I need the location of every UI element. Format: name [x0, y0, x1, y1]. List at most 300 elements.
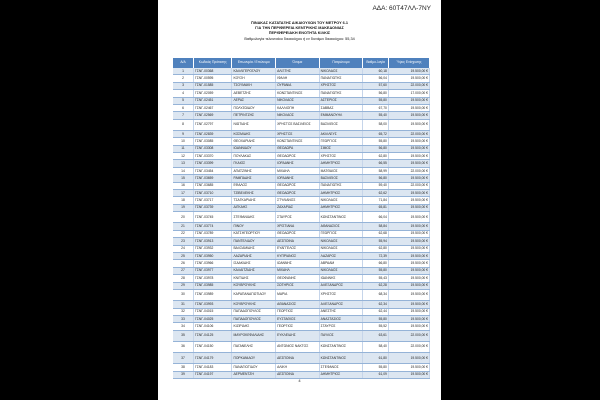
cell-aa: 39 [173, 371, 194, 378]
cell-father-name: ΣΙΜΟΣ [319, 145, 363, 152]
cell-surname: ΘΕΟΧΑΡΙΔΗΣ [232, 138, 276, 145]
cell-surname: ΙΩΑΝΝΙΔΟΥ [232, 145, 276, 152]
cell-name: ΚΑΛΛΙΟΠΗ [276, 104, 320, 111]
cell-score: 63,61 [363, 330, 389, 341]
table-row [173, 323, 430, 330]
cell-code: ΓΣΝΓ-03977 [194, 267, 232, 274]
cell-code: ΓΣΝΓ-03985 [194, 282, 232, 289]
beneficiaries-table [173, 58, 430, 379]
cell-code: ΓΣΝΓ-03978 [194, 275, 232, 282]
cell-father-name: ΔΗΜΗΤΡΙΟΣ [319, 371, 363, 378]
cell-code: ΓΣΝΓ-00368 [194, 68, 232, 75]
table-row [173, 315, 430, 322]
cell-score: 58,00 [363, 119, 389, 130]
cell-name: ΝΙΚΟΛΑΟΣ [276, 97, 320, 104]
cell-surname: ΓΚΑΙΟΣ [232, 160, 276, 167]
cell-name: ΣΤΑΥΡΟΣ [276, 212, 320, 223]
table-row [173, 230, 430, 237]
table-header-row [173, 58, 430, 68]
cell-surname: ΑΠΑΤΖΙΝΗΣ [232, 167, 276, 174]
cell-surname: ΒΑΛΣΑΜΙΔΗΣ [232, 245, 276, 252]
cell-score: 59,40 [363, 182, 389, 189]
cell-code: ΓΣΝΓ-03308 [194, 145, 232, 152]
cell-surname: ΛΑΖΑΡΙΔΗΣ [232, 252, 276, 259]
cell-name: ΜΑΡΙΑ [276, 289, 320, 300]
cell-aa: 21 [173, 223, 194, 230]
cell-amount: 19.500,00 € [388, 153, 429, 160]
cell-surname: ΠΑΠΑΔΟΠΟΥΛΟΣ [232, 315, 276, 322]
cell-name: ΔΕΣΠΟΙΝΑ [276, 371, 320, 378]
cell-aa: 19 [173, 204, 194, 211]
cell-code: ΓΣΝΓ-03774 [194, 223, 232, 230]
table-row [173, 182, 430, 189]
cell-score: 55,80 [363, 267, 389, 274]
cell-aa: 2 [173, 75, 194, 82]
cell-name: ΖΑΧΑΡΙΑΣ [276, 204, 320, 211]
cell-surname: ΔΕΡΜΕΝΤΖΗ [232, 371, 276, 378]
cell-amount: 19.500,00 € [388, 275, 429, 282]
cell-score: 66,80 [363, 260, 389, 267]
cell-father-name: ΝΙΚΟΛΑΟΣ [319, 267, 363, 274]
cell-score: 55,40 [363, 112, 389, 119]
cell-score: 55,80 [363, 97, 389, 104]
table-row [173, 282, 430, 289]
cell-amount: 19.500,00 € [388, 138, 429, 145]
cell-amount: 22.000,00 € [388, 330, 429, 341]
cell-name: ΚΩΝΣΤΑΝΤΙΝΟΣ [276, 138, 320, 145]
cell-surname: ΙΣΑΑΚΙΔΗΣ [232, 260, 276, 267]
cell-score: 56,80 [363, 175, 389, 182]
table-row [173, 160, 430, 167]
cell-father-name: ΣΤΕΦΑΝΟΣ [319, 364, 363, 371]
table-row [173, 119, 430, 130]
cell-name: ΧΡΙΣΤΙΑΝΑ [276, 223, 320, 230]
cell-amount: 19.500,00 € [388, 364, 429, 371]
cell-surname: ΤΣΑΓΚΑΡΙΔΗΣ [232, 197, 276, 204]
cell-score: 72,39 [363, 252, 389, 259]
cell-father-name: ΠΑΝΑΓΙΩΤΗΣ [319, 182, 363, 189]
cell-surname: ΠΑΓΑΝΕΛΗΣ [232, 341, 276, 352]
cell-surname: ΠΟΥΛΑΚΑΣ [232, 153, 276, 160]
cell-amount: 19.500,00 € [388, 68, 429, 75]
cell-amount: 19.500,00 € [388, 212, 429, 223]
cell-surname: ΤΖΙΒΕΛΕΚΗΣ [232, 190, 276, 197]
cell-surname: ΠΑΝΤΕΛΙΔΟΥ [232, 238, 276, 245]
cell-score: 66,55 [363, 160, 389, 167]
table-row [173, 289, 430, 300]
cell-aa: 8 [173, 119, 194, 130]
title-line: ΓΙΑ ΤΗΝ ΠΕΡΙΦΕΡΕΙΑ ΚΕΝΤΡΙΚΗΣ ΜΑΚΕΔΟΝΙΑΣ [255, 26, 344, 31]
cell-name: ΧΡΗΣΤΟΣ [276, 130, 320, 137]
cell-score: 62,44 [363, 308, 389, 315]
cell-amount: 19.500,00 € [388, 308, 429, 315]
cell-name: ΙΟΡΔΑΝΗΣ [276, 160, 320, 167]
score-threshold-subtitle: Βαθμολογία τελευταίου δικαιούχου ή εν δυνάμει δικαιούχου: 55,34 [244, 36, 355, 41]
cell-code: ΓΣΝΓ-02569 [194, 112, 232, 119]
cell-score: 55,43 [363, 275, 389, 282]
cell-father-name: ΑΝΑΣΤΑΣΙΟΣ [319, 315, 363, 322]
cell-surname: ΔΙΓΚΑΗΣ [232, 204, 276, 211]
cell-score: 61,09 [363, 371, 389, 378]
cell-code: ΓΣΝΓ-03659 [194, 175, 232, 182]
cell-aa: 14 [173, 167, 194, 174]
cell-surname: ΚΝΙΤΙΔΗΣ [232, 275, 276, 282]
cell-code: ΓΣΝΓ-03717 [194, 197, 232, 204]
cell-code: ΓΣΝΓ-04183 [194, 364, 232, 371]
cell-name: ΙΩΑΝΝΗΣ [276, 260, 320, 267]
cell-surname: ΠΟΡΚΑΝΙΔΟΥ [232, 353, 276, 364]
cell-score: 55,80 [363, 364, 389, 371]
cell-amount: 19.500,00 € [388, 289, 429, 300]
cell-name: ΑΝΤΩΝΙΟΣ ΝΑΚΤΟΣ [276, 341, 320, 352]
table-row [173, 308, 430, 315]
cell-aa: 37 [173, 353, 194, 364]
cell-surname: ΚΑΛΛΙΓΕΡΟΓΛΟΥ [232, 68, 276, 75]
cell-aa: 17 [173, 190, 194, 197]
cell-code: ΓΣΝΓ-03950 [194, 252, 232, 259]
cell-aa: 5 [173, 97, 194, 104]
header-amount: Ύψος Ενίσχυσης [388, 58, 429, 68]
cell-father-name: ΣΑΒΒΑΣ [319, 104, 363, 111]
cell-score: 55,52 [363, 323, 389, 330]
cell-score: 65,72 [363, 130, 389, 137]
table-row [173, 138, 430, 145]
cell-name: ΜΙΧΑΗΛ [276, 167, 320, 174]
cell-aa: 12 [173, 153, 194, 160]
cell-surname: ΠΙΝΟΥ [232, 223, 276, 230]
table-row [173, 130, 430, 137]
cell-amount: 19.500,00 € [388, 119, 429, 130]
table-row [173, 238, 430, 245]
cell-aa: 23 [173, 238, 194, 245]
cell-score: 67,70 [363, 104, 389, 111]
cell-aa: 36 [173, 341, 194, 352]
cell-code: ΓΣΝΓ-03966 [194, 260, 232, 267]
cell-score: 58,84 [363, 223, 389, 230]
cell-father-name: ΒΑΣΙΛΕΙΟΣ [319, 119, 363, 130]
header-code: Κωδικός Πρότασης [194, 58, 232, 68]
cell-father-name: ΝΙΚΟΛΑΟΣ [319, 245, 363, 252]
cell-code: ΓΣΝΓ-04179 [194, 353, 232, 364]
cell-amount: 22.000,00 € [388, 182, 429, 189]
cell-score: 55,80 [363, 138, 389, 145]
cell-name: ΣΤΥΛΙΑΝΟΣ [276, 197, 320, 204]
table-row [173, 68, 430, 75]
table-row [173, 97, 430, 104]
cell-father-name: ΑΒΡΑΑΜ [319, 260, 363, 267]
title-line: ΠΙΝΑΚΑΣ ΚΑΤΑΤΑΞΗΣ ΔΙΚΑΙΟΥΧΩΝ ΤΟΥ ΜΕΤΡΟΥ 6.1 [251, 21, 348, 25]
cell-name: ΘΕΟΦΑΝΗΣ [276, 275, 320, 282]
cell-name: ΑΘΑΝΑΣΙΟΣ [276, 301, 320, 308]
cell-name: ΝΙΚΟΛΑΟΣ [276, 112, 320, 119]
header-aa: Α/Α [173, 58, 194, 68]
cell-father-name: ΠΑΝΑΓΙΩΤΗΣ [319, 75, 363, 82]
cell-aa: 6 [173, 104, 194, 111]
cell-amount: 19.500,00 € [388, 230, 429, 237]
cell-surname: ΚΑΡΑΠΑΝΑΓΙΩΤΙΔΟΥ [232, 289, 276, 300]
table-row [173, 82, 430, 89]
cell-score: 58,99 [363, 167, 389, 174]
table-row [173, 353, 430, 364]
table-row [173, 223, 430, 230]
cell-amount: 22.000,00 € [388, 130, 429, 137]
cell-father-name: ΙΩΑΝΝΗΣ [319, 275, 363, 282]
cell-aa: 35 [173, 330, 194, 341]
cell-father-name: ΧΡΗΣΤΟΣ [319, 82, 363, 89]
cell-aa: 13 [173, 160, 194, 167]
cell-aa: 29 [173, 282, 194, 289]
cell-code: ΓΣΝΓ-03789 [194, 230, 232, 237]
cell-code: ΓΣΝΓ-04015 [194, 308, 232, 315]
cell-aa: 33 [173, 315, 194, 322]
cell-father-name: ΧΡΗΣΤΟΣ [319, 153, 363, 160]
cell-father-name: ΑΛΕΞΑΝΔΡΟΣ [319, 282, 363, 289]
cell-amount: 22.000,00 € [388, 341, 429, 352]
cell-score: 62,62 [363, 190, 389, 197]
cell-aa: 1 [173, 68, 194, 75]
cell-father-name: ΠΑΝΑΓΙΩΤΗΣ [319, 90, 363, 97]
cell-name: ΘΕΟΔΩΡΟΣ [276, 182, 320, 189]
cell-amount: 19.500,00 € [388, 197, 429, 204]
cell-father-name: ΚΩΝΣΤΑΝΤΙΝΟΣ [319, 353, 363, 364]
cell-score: 62,80 [363, 245, 389, 252]
cell-score: 68,34 [363, 289, 389, 300]
cell-code: ΓΣΝΓ-03745 [194, 212, 232, 223]
cell-surname: ΜΑΥΡΟΚΕΦΑΛΙΔΗΣ [232, 330, 276, 341]
cell-name: ΑΛΙΞΤΗΣ [276, 68, 320, 75]
cell-name: ΧΡΗΣΤΟΣ ΒΑΣΙΛΕΙΟΣ [276, 119, 320, 130]
cell-father-name: ΑΝΕΣΤΗΣ [319, 308, 363, 315]
cell-amount: 19.500,00 € [388, 371, 429, 378]
cell-father-name: ΓΕΩΡΓΙΟΣ [319, 138, 363, 145]
cell-amount: 19.500,00 € [388, 267, 429, 274]
table-row [173, 204, 430, 211]
cell-amount: 19.500,00 € [388, 223, 429, 230]
cell-score: 61,80 [363, 353, 389, 364]
table-row [173, 252, 430, 259]
cell-code: ΓΣΝΓ-03739 [194, 204, 232, 211]
cell-amount: 19.500,00 € [388, 245, 429, 252]
table-row [173, 275, 430, 282]
cell-name: ΣΩΤΗΡΙΟΣ [276, 282, 320, 289]
cell-aa: 38 [173, 364, 194, 371]
table-row [173, 153, 430, 160]
cell-code: ΓΣΝΓ-04025 [194, 315, 232, 322]
cell-amount: 19.500,00 € [388, 204, 429, 211]
cell-surname: ΔΕΒΕΤΖΗΣ [232, 90, 276, 97]
cell-score: 57,60 [363, 82, 389, 89]
cell-aa: 18 [173, 197, 194, 204]
cell-aa: 15 [173, 175, 194, 182]
cell-code: ΓΣΝΓ-02467 [194, 104, 232, 111]
cell-code: ΓΣΝΓ-00595 [194, 75, 232, 82]
cell-score: 71,84 [363, 197, 389, 204]
cell-aa: 9 [173, 130, 194, 137]
cell-surname: ΚΟΣΜΙΔΗΣ [232, 130, 276, 137]
cell-surname: ΡΑΜΠΑΔΗΣ [232, 175, 276, 182]
cell-name: ΜΙΧΑΗΛ [276, 267, 320, 274]
table-row [173, 145, 430, 152]
document-title [158, 21, 441, 42]
table-row [173, 90, 430, 97]
ada-code: ΑΔΑ: 60Τ47ΛΛ-7ΝΥ [372, 5, 431, 12]
cell-code: ΓΣΝΓ-04197 [194, 371, 232, 378]
cell-code: ΓΣΝΓ-02451 [194, 97, 232, 104]
cell-aa: 24 [173, 245, 194, 252]
cell-aa: 16 [173, 182, 194, 189]
cell-amount: 22.000,00 € [388, 82, 429, 89]
cell-surname: ΠΕΤΡΙΝΤΖΗΣ [232, 112, 276, 119]
cell-surname: ΕΦΑΛΟΣ [232, 182, 276, 189]
table-row [173, 212, 430, 223]
cell-father-name: ΣΤΑΥΡΟΣ [319, 323, 363, 330]
cell-score: 56,80 [363, 145, 389, 152]
table-row [173, 190, 430, 197]
document-page [158, 0, 441, 400]
cell-amount: 19.500,00 € [388, 323, 429, 330]
cell-father-name: ΓΕΩΡΓΙΟΣ [319, 230, 363, 237]
cell-aa: 7 [173, 112, 194, 119]
cell-aa: 26 [173, 260, 194, 267]
table-row [173, 260, 430, 267]
cell-amount: 19.500,00 € [388, 353, 429, 364]
cell-aa: 34 [173, 323, 194, 330]
cell-code: ΓΣΝΓ-04150 [194, 341, 232, 352]
cell-aa: 10 [173, 138, 194, 145]
cell-code: ΓΣΝΓ-04125 [194, 330, 232, 341]
cell-score: 62,34 [363, 301, 389, 308]
cell-amount: 19.500,00 € [388, 282, 429, 289]
cell-code: ΓΣΝΓ-03399 [194, 160, 232, 167]
cell-name: ΔΕΣΠΟΙΝΑ [276, 238, 320, 245]
cell-surname: ΤΣΟΥΜΑΚΗ [232, 82, 276, 89]
cell-code: ΓΣΝΓ-03913 [194, 238, 232, 245]
cell-surname: ΠΑΠΑΔΟΠΟΥΛΟΣ [232, 308, 276, 315]
cell-score: 62,28 [363, 282, 389, 289]
cell-name: ΙΦΑΛΗ [276, 75, 320, 82]
cell-code: ΓΣΝΓ-04106 [194, 323, 232, 330]
table-row [173, 197, 430, 204]
cell-name: ΓΕΩΡΓΙΟΣ [276, 308, 320, 315]
cell-aa: 27 [173, 267, 194, 274]
cell-code: ΓΣΝΓ-02839 [194, 130, 232, 137]
table-row [173, 301, 430, 308]
cell-code: ΓΣΝΓ-03993 [194, 301, 232, 308]
cell-surname: ΚΑΤΣΗΓΕΩΡΓΙΟΥ [232, 230, 276, 237]
cell-father-name: ΜΑΤΘΑΙΟΣ [319, 167, 363, 174]
cell-father-name: ΠΑΥΛΟΣ [319, 330, 363, 341]
cell-surname: ΚΙΖΙΡΙΔΗΣ [232, 323, 276, 330]
cell-aa: 22 [173, 230, 194, 237]
table-row [173, 245, 430, 252]
cell-code: ΓΣΝΓ-03370 [194, 153, 232, 160]
cell-score: 56,80 [363, 90, 389, 97]
cell-score: 55,80 [363, 315, 389, 322]
cell-name: ΕΥΚΛΕΙΔΗΣ [276, 330, 320, 341]
cell-amount: 19.500,00 € [388, 104, 429, 111]
cell-amount: 19.500,00 € [388, 112, 429, 119]
cell-code: ΓΣΝΓ-03085 [194, 138, 232, 145]
cell-aa: 31 [173, 301, 194, 308]
cell-score: 62,68 [363, 230, 389, 237]
cell-name: ΕΥΣΤΑΘΙΟΣ [276, 315, 320, 322]
cell-father-name: ΝΙΚΟΛΑΟΣ [319, 197, 363, 204]
cell-amount: 19.500,00 € [388, 175, 429, 182]
cell-surname: ΚΟΥΒΡΟΥΚΗΣ [232, 282, 276, 289]
cell-father-name: ΑΛΕΞΑΝΔΡΟΣ [319, 301, 363, 308]
table-row [173, 75, 430, 82]
cell-father-name: ΕΜΜΑΝΟΥΗΛ [319, 112, 363, 119]
cell-aa: 4 [173, 90, 194, 97]
cell-code: ΓΣΝΓ-02059 [194, 90, 232, 97]
cell-surname: ΚΑΛΑΙΤΖΙΔΗΣ [232, 267, 276, 274]
cell-father-name: ΧΡΗΣΤΟΣ [319, 289, 363, 300]
cell-name: ΘΕΟΔΩΡΑ [276, 145, 320, 152]
cell-amount: 19.500,00 € [388, 145, 429, 152]
cell-code: ΓΣΝΓ-03710 [194, 190, 232, 197]
cell-father-name: ΒΑΣΙΛΕΙΟΣ [319, 175, 363, 182]
cell-name: ΙΟΡΔΑΝΗΣ [276, 175, 320, 182]
cell-score: 65,81 [363, 204, 389, 211]
cell-name: ΕΥΑΓΓΕΛΟΣ [276, 245, 320, 252]
cell-amount: 19.500,00 € [388, 315, 429, 322]
cell-father-name: ΔΗΜΗΤΡΙΟΣ [319, 160, 363, 167]
cell-amount: 19.500,00 € [388, 160, 429, 167]
page-number: 4 [298, 378, 301, 383]
table-row [173, 112, 430, 119]
cell-name: ΚΥΠΡΙΑΝΟΣ [276, 252, 320, 259]
cell-father-name: ΔΗΜΗΤΡΙΟΣ [319, 204, 363, 211]
cell-code: ΓΣΝΓ-03932 [194, 245, 232, 252]
cell-amount: 19.500,00 € [388, 252, 429, 259]
cell-code: ΓΣΝΓ-03685 [194, 182, 232, 189]
cell-name: ΑΛΙΚΗ [276, 364, 320, 371]
title-line: ΠΕΡΙΦΕΡΕΙΑΚΗ ΕΝΟΤΗΤΑ ΚΙΛΚΙΣ [268, 31, 331, 36]
cell-amount: 17.000,00 € [388, 90, 429, 97]
cell-amount: 22.000,00 € [388, 167, 429, 174]
cell-surname: ΛΕΡΑΣ [232, 97, 276, 104]
cell-amount: 19.500,00 € [388, 97, 429, 104]
cell-score: 66,04 [363, 212, 389, 223]
table-row [173, 104, 430, 111]
table-row [173, 364, 430, 371]
cell-code: ΓΣΝΓ-03454 [194, 167, 232, 174]
cell-father-name: ΑΣΤΕΡΙΟΣ [319, 97, 363, 104]
header-score: Βαθμο-λογία [363, 58, 389, 68]
cell-aa: 28 [173, 275, 194, 282]
cell-aa: 32 [173, 308, 194, 315]
cell-amount: 19.500,00 € [388, 75, 429, 82]
table-row [173, 167, 430, 174]
cell-aa: 20 [173, 212, 194, 223]
cell-father-name: ΝΙΚΟΛΑΟΣ [319, 238, 363, 245]
cell-score: 60,18 [363, 68, 389, 75]
cell-amount: 19.500,00 € [388, 260, 429, 267]
cell-name: ΓΕΩΡΓΙΟΣ [276, 323, 320, 330]
cell-aa: 3 [173, 82, 194, 89]
cell-name: ΘΕΟΔΩΡΟΣ [276, 190, 320, 197]
cell-surname: ΝΙΩΤΙΔΗΣ [232, 119, 276, 130]
cell-aa: 25 [173, 252, 194, 259]
cell-name: ΚΩΝΣΤΑΝΤΙΝΟΣ [276, 90, 320, 97]
table-row [173, 175, 430, 182]
cell-score: 58,40 [363, 341, 389, 352]
header-father-name: Πατρώνυμο [319, 58, 363, 68]
cell-amount: 19.500,00 € [388, 190, 429, 197]
table-row [173, 330, 430, 341]
cell-father-name: ΚΩΝΣΤΑΝΤΙΝΟΣ [319, 212, 363, 223]
cell-father-name: ΚΩΝΣΤΑΝΤΙΝΟΣ [319, 341, 363, 352]
